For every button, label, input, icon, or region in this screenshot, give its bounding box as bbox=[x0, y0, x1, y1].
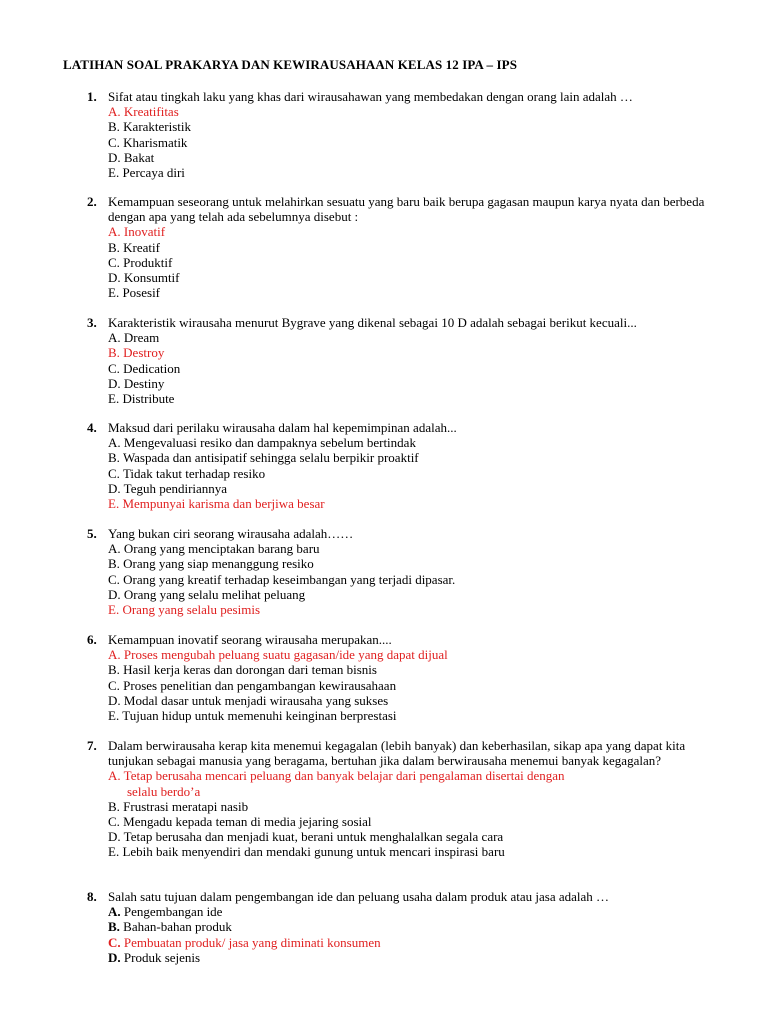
option-d: D. Teguh pendiriannya bbox=[108, 480, 228, 496]
option-a: A. Proses mengubah peluang suatu gagasan/ide yang dapat dijual bbox=[108, 647, 448, 663]
question-1 bbox=[87, 89, 727, 180]
option-list bbox=[108, 541, 727, 617]
option-c: C. Produktif bbox=[108, 254, 173, 270]
document-title: LATIHAN SOAL PRAKARYA DAN KEWIRAUSAHAAN KELAS 12 IPA – IPS bbox=[63, 57, 518, 72]
question-text: Salah satu tujuan dalam pengembangan ide dan peluang usaha dalam produk atau jasa adalah … bbox=[108, 889, 610, 904]
option-b: B. Destroy bbox=[108, 345, 165, 361]
question-number: 7. bbox=[87, 738, 97, 753]
option-e: E. Lebih baik menyendiri dan mendaki gunung untuk mencari inspirasi baru bbox=[108, 844, 505, 860]
option-a: A. Orang yang menciptakan barang baru bbox=[108, 541, 320, 557]
option-d: D. Konsumtif bbox=[108, 270, 180, 286]
question-text: Kemampuan seseorang untuk melahirkan sesuatu yang baru baik berupa gagasan maupun karya nyata dan berbeda dengan apa yang telah ada sebelumnya disebut : bbox=[108, 194, 705, 225]
option-list bbox=[108, 647, 727, 723]
option-list bbox=[108, 330, 727, 406]
option-list bbox=[108, 224, 727, 300]
option-b: B. Hasil kerja keras dan dorongan dari teman bisnis bbox=[108, 662, 377, 678]
question-text: Yang bukan ciri seorang wirausaha adalah…… bbox=[108, 526, 354, 541]
question-5 bbox=[87, 526, 727, 617]
option-c: C. Kharismatik bbox=[108, 134, 188, 150]
option-list bbox=[108, 104, 727, 180]
option-c: C. Orang yang kreatif terhadap keseimbangan yang terjadi dipasar. bbox=[108, 571, 456, 587]
question-text: Karakteristik wirausaha menurut Bygrave yang dikenal sebagai 10 D adalah sebagai berikut kecuali... bbox=[108, 315, 637, 330]
question-6 bbox=[87, 632, 727, 723]
option-a: A. Kreatifitas bbox=[108, 104, 179, 120]
option-a: A. Mengevaluasi resiko dan dampaknya sebelum bertindak bbox=[108, 435, 416, 451]
question-number: 5. bbox=[87, 526, 97, 541]
option-e: E. Posesif bbox=[108, 285, 161, 301]
question-number: 6. bbox=[87, 632, 97, 647]
option-list bbox=[108, 904, 727, 965]
question-text: Kemampuan inovatif seorang wirausaha merupakan.... bbox=[108, 632, 392, 647]
option-a: A. Tetap berusaha mencari peluang dan banyak belajar dari pengalaman disertai dengan bbox=[108, 768, 565, 784]
question-number: 3. bbox=[87, 315, 97, 330]
option-d: D. Orang yang selalu melihat peluang bbox=[108, 586, 306, 602]
option-b: B. Orang yang siap menanggung resiko bbox=[108, 556, 314, 572]
question-text: Maksud dari perilaku wirausaha dalam hal kepemimpinan adalah... bbox=[108, 420, 457, 435]
option-d: D. Modal dasar untuk menjadi wirausaha yang sukses bbox=[108, 692, 389, 708]
option-c: C. Tidak takut terhadap resiko bbox=[108, 465, 266, 481]
option-b: B. Bahan-bahan produk bbox=[108, 919, 232, 935]
question-number: 2. bbox=[87, 194, 97, 209]
option-d: D. Destiny bbox=[108, 375, 165, 391]
option-c: C. Mengadu kepada teman di media jejaring sosial bbox=[108, 814, 372, 830]
option-d: D. Bakat bbox=[108, 149, 155, 165]
question-8 bbox=[87, 889, 727, 965]
option-c: C. Proses penelitian dan pengambangan kewirausahaan bbox=[108, 677, 397, 693]
option-list bbox=[108, 435, 727, 511]
option-list bbox=[108, 768, 727, 859]
option-d: D. Tetap berusaha dan menjadi kuat, berani untuk menghalalkan segala cara bbox=[108, 829, 504, 845]
question-text: Dalam berwirausaha kerap kita menemui kegagalan (lebih banyak) dan keberhasilan, sikap apa yang dapat kita tunjukan sebagai manusia yang beragama, bertuhan jika dalam berwirausaha menemui banyak kegagalan? bbox=[108, 738, 686, 769]
option-a: A. Inovatif bbox=[108, 224, 166, 240]
option-b: B. Kreatif bbox=[108, 239, 160, 255]
question-number: 4. bbox=[87, 420, 97, 435]
question-7 bbox=[87, 738, 727, 860]
option-e: E. Orang yang selalu pesimis bbox=[108, 602, 261, 618]
option-e: E. Distribute bbox=[108, 391, 175, 407]
option-c: C. Dedication bbox=[108, 360, 181, 376]
option-c: C. Pembuatan produk/ jasa yang diminati konsumen bbox=[108, 934, 381, 950]
option-b: B. Waspada dan antisipatif sehingga selalu berpikir proaktif bbox=[108, 450, 419, 466]
option-a-continuation: selalu berdo’a bbox=[127, 783, 201, 799]
option-b: B. Frustrasi meratapi nasib bbox=[108, 798, 249, 814]
question-3 bbox=[87, 315, 727, 406]
question-4 bbox=[87, 420, 727, 511]
option-e: E. Tujuan hidup untuk memenuhi keinginan berprestasi bbox=[108, 708, 397, 724]
question-text: Sifat atau tingkah laku yang khas dari wirausahawan yang membedakan dengan orang lain adalah … bbox=[108, 89, 633, 104]
question-2 bbox=[87, 194, 727, 300]
option-e: E. Percaya diri bbox=[108, 165, 185, 181]
option-a: A. Pengembangan ide bbox=[108, 904, 223, 920]
question-number: 1. bbox=[87, 89, 97, 104]
option-b: B. Karakteristik bbox=[108, 119, 192, 135]
option-d: D. Produk sejenis bbox=[108, 949, 201, 965]
question-number: 8. bbox=[87, 889, 97, 904]
option-e: E. Mempunyai karisma dan berjiwa besar bbox=[108, 496, 325, 512]
option-a: A. Dream bbox=[108, 330, 160, 346]
